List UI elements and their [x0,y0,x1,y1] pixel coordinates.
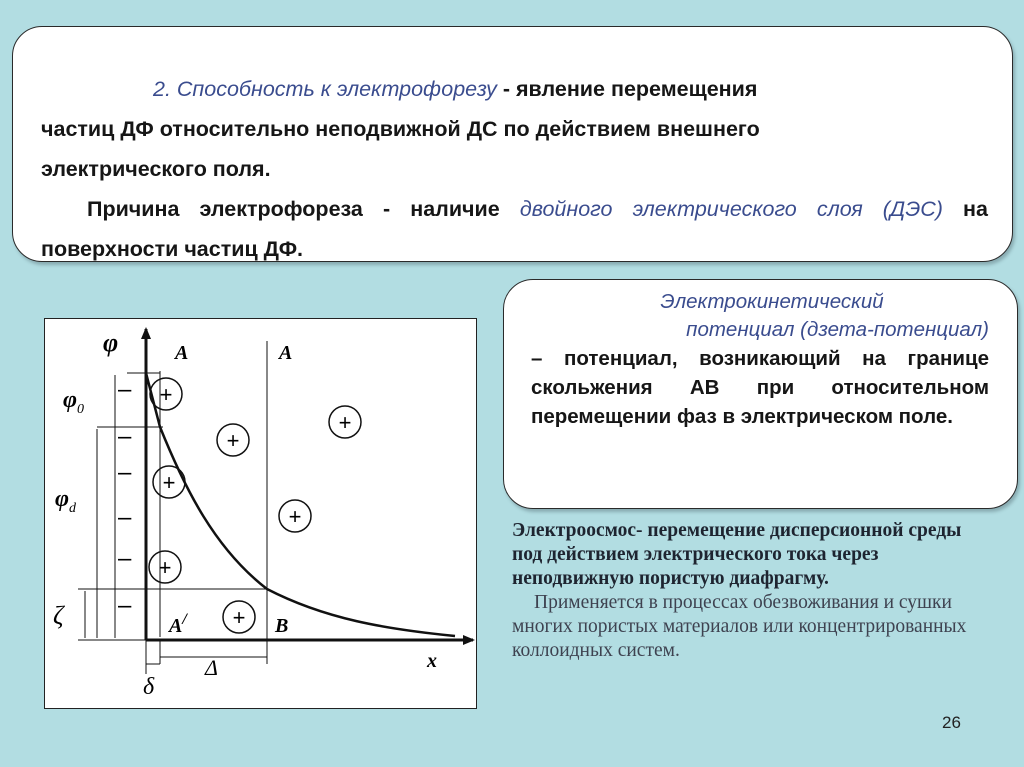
minus-sign: – [118,592,132,619]
plus-ion [279,500,311,532]
svg-text:+: + [226,428,240,453]
plus-ion [149,551,181,583]
phid-label: $\varphi_d$ [55,486,77,516]
zeta-title-line1: Электрокинетический [660,290,884,313]
label-A-left: A [175,342,189,364]
plus-ion [153,466,185,498]
minus-sign: – [118,423,132,450]
label-A-right: A [279,342,293,364]
plus-ion [150,378,182,410]
cause-text-end: на поверхности частиц ДФ. [41,197,988,261]
electroosmosis-application: Применяется в процессах обезвоживания и сушки многих пористых материалов или концентрированных коллоидных систем. [512,592,967,661]
svg-text:+: + [159,382,173,407]
definition-text-1: - явление перемещения [496,77,758,101]
label-B: B [275,615,289,637]
definition-text-3: электрического поля. [41,157,271,181]
zeta-label: ζ [53,601,64,630]
zeta-potential-box [503,279,1018,509]
zeta-definition: – потенциал, возникающий на границе скольжения АВ при относительном перемещении фаз в электрическом поле. [531,347,989,428]
delta-big-label: Δ [205,655,218,680]
delta-small-label: δ [143,674,155,700]
svg-text:+: + [232,605,246,630]
double-layer-term: двойного электрического слоя (ДЭС) [519,197,943,221]
svg-text:+: + [162,470,176,495]
electrophoresis-definition [41,69,988,189]
definition-text-2: частиц ДФ относительно неподвижной ДС по действием внешнего [41,117,760,141]
plus-ion [329,406,361,438]
electrophoresis-cause [41,189,988,269]
label-A-prime: A/ [169,611,187,637]
definition-box [12,26,1013,262]
double-layer-svg [45,319,478,710]
minus-sign: – [118,504,132,531]
minus-sign: – [118,545,132,572]
double-layer-diagram [44,318,477,709]
phi-axis-label: φ [103,328,119,357]
svg-text:+: + [288,504,302,529]
page-number: 26 [942,713,961,732]
electroosmosis-definition: Электроосмос- перемещение дисперсионной среды под действием электрического тока через неподвижную пористую диафрагму. [512,520,962,589]
svg-text:+: + [158,555,172,580]
phi0-label: $\varphi_0$ [63,387,85,417]
cause-text-start: Причина электрофореза - наличие [87,197,520,221]
x-axis-label: x [427,650,437,672]
plus-ion [223,601,255,633]
zeta-title-line2: потенциал (дзета-потенциал) [686,318,989,341]
minus-sign: – [118,459,132,486]
electroosmosis-section [512,519,987,663]
plus-ion [217,424,249,456]
svg-text:+: + [338,410,352,435]
minus-sign: – [118,376,132,403]
electrophoresis-term: 2. Способность к электрофорезу [153,77,497,101]
